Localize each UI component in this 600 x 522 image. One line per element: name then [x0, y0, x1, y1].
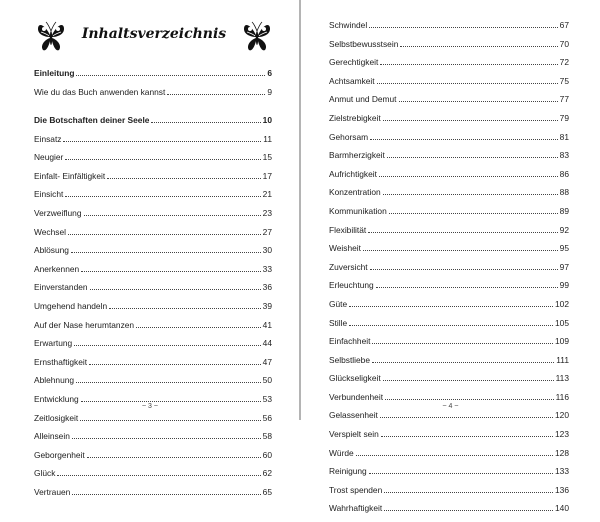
dot-leader — [385, 399, 554, 400]
dot-leader — [136, 327, 261, 328]
toc-entry — [34, 68, 272, 78]
dot-leader — [57, 475, 260, 476]
toc-entry-page: 128 — [555, 447, 569, 458]
toc-entry-label: Einsicht — [34, 189, 64, 200]
toc-entry-label: Einleitung — [34, 68, 75, 78]
toc-entry — [329, 187, 569, 197]
toc-entry-label: Güte — [329, 298, 348, 309]
toc-entry-page: 111 — [556, 354, 569, 365]
toc-entry — [329, 410, 569, 420]
dot-leader — [399, 101, 558, 102]
dot-leader — [84, 215, 261, 216]
toc-entry — [329, 503, 569, 513]
toc-entry-page: 75 — [559, 75, 569, 86]
toc-entry-label: Kommunikation — [329, 205, 387, 216]
dot-leader — [384, 510, 553, 511]
toc-entry — [34, 152, 272, 162]
toc-entry-page: 70 — [559, 38, 569, 49]
toc-entry-page: 88 — [559, 187, 569, 198]
dot-leader — [72, 438, 261, 439]
toc-entry-label: Ablehnung — [34, 375, 75, 386]
toc-entry — [34, 208, 272, 218]
toc-entry — [34, 115, 272, 125]
toc-entry-page: 27 — [262, 226, 272, 237]
toc-entry-label: Flexibilität — [329, 224, 367, 235]
toc-entry-page: 60 — [262, 449, 272, 460]
dot-leader — [109, 308, 261, 309]
toc-entry — [329, 39, 569, 49]
toc-entry-page: 120 — [555, 410, 569, 421]
toc-entry-label: Zuversicht — [329, 261, 368, 272]
toc-entry-label: Glück — [34, 468, 56, 479]
toc-entry-page: 102 — [555, 298, 569, 309]
toc-entry — [329, 225, 569, 235]
title-row — [36, 18, 272, 58]
dot-leader — [379, 176, 558, 177]
toc-entry-label: Achtsamkeit — [329, 75, 375, 86]
toc-entry-page: 136 — [555, 484, 569, 495]
toc-entry-page: 123 — [555, 429, 569, 440]
toc-entry-label: Verzweiflung — [34, 207, 82, 218]
toc-entry-label: Konzentration — [329, 187, 381, 198]
toc-intro — [34, 68, 272, 105]
toc-entry-page: 97 — [559, 261, 569, 272]
toc-entry — [34, 134, 272, 144]
toc-entry-label: Ablösung — [34, 245, 69, 256]
left-page — [0, 0, 300, 497]
toc-entry — [34, 320, 272, 330]
toc-entry-label: Geborgenheit — [34, 449, 85, 460]
toc-entry-page: 65 — [262, 486, 272, 497]
butterfly-icon — [242, 20, 272, 54]
dot-leader — [167, 94, 265, 95]
toc-entry-label: Die Botschaften deiner Seele — [34, 115, 150, 125]
toc-entry-label: Würde — [329, 447, 354, 458]
toc-entry-page: 92 — [559, 224, 569, 235]
toc-entry-page: 72 — [559, 57, 569, 68]
toc-entry-label: Gelassenheit — [329, 410, 378, 421]
toc-entry-label: Alleinsein — [34, 431, 70, 442]
toc-entry-label: Stille — [329, 317, 348, 328]
toc-entry — [34, 227, 272, 237]
dot-leader — [381, 436, 553, 437]
toc-entry — [329, 94, 569, 104]
dot-leader — [377, 83, 558, 84]
toc-entry-page: 99 — [559, 280, 569, 291]
dot-leader — [384, 492, 553, 493]
toc-entry-page: 140 — [555, 503, 569, 514]
toc-entry-page: 67 — [559, 20, 569, 30]
toc-entry-label: Entwicklung — [34, 393, 79, 404]
butterfly-icon — [36, 20, 66, 54]
toc-entry-label: Barmherzigkeit — [329, 150, 385, 161]
right-page — [301, 0, 600, 514]
toc-entry-page: 113 — [555, 373, 569, 384]
dot-leader — [107, 178, 260, 179]
toc-entry-label: Neugier — [34, 152, 64, 163]
dot-leader — [72, 494, 260, 495]
dot-leader — [356, 455, 553, 456]
toc-entry-page: 47 — [262, 356, 272, 367]
dot-leader — [71, 252, 261, 253]
toc-entry — [329, 150, 569, 160]
toc-entry — [34, 450, 272, 460]
toc-entry — [329, 262, 569, 272]
dot-leader — [363, 250, 558, 251]
toc-entry — [34, 357, 272, 367]
toc-entry-label: Wechsel — [34, 226, 66, 237]
toc-entry-label: Wie du das Buch anwenden kannst — [34, 86, 166, 97]
toc-entry — [34, 189, 272, 199]
dot-leader — [81, 271, 261, 272]
toc-entry-label: Reinigung — [329, 466, 367, 477]
toc-entry — [329, 76, 569, 86]
dot-leader — [65, 159, 260, 160]
toc-entry-page: 11 — [263, 133, 272, 144]
toc-entry-page: 50 — [262, 375, 272, 386]
toc-entry — [34, 245, 272, 255]
toc-entry — [329, 299, 569, 309]
toc-entry-page: 9 — [267, 86, 272, 97]
toc-entry-label: Glückseligkeit — [329, 373, 381, 384]
toc-entry-page: 44 — [262, 338, 272, 349]
dot-leader — [349, 325, 553, 326]
dot-leader — [376, 287, 558, 288]
toc-entry-label: Trost spenden — [329, 484, 383, 495]
toc-entry-page: 10 — [262, 115, 272, 125]
toc-entry-page: 15 — [262, 152, 272, 163]
toc-entry-page: 39 — [262, 300, 272, 311]
toc-entry-page: 17 — [262, 170, 272, 181]
toc-entry-page: 6 — [267, 68, 272, 78]
toc-entry-page: 109 — [555, 336, 569, 347]
toc-entry-page: 33 — [262, 263, 272, 274]
toc-entry — [329, 206, 569, 216]
page-number: ~ 3 ~ — [142, 403, 158, 410]
toc-entry — [329, 318, 569, 328]
toc-entry-label: Verspielt sein — [329, 429, 379, 440]
toc-entry — [34, 282, 272, 292]
toc-entry-page: 58 — [262, 431, 272, 442]
dot-leader — [76, 382, 261, 383]
toc-entry — [34, 375, 272, 385]
dot-leader — [369, 473, 553, 474]
dot-leader — [383, 194, 558, 195]
toc-entry — [329, 466, 569, 476]
toc-entry — [34, 264, 272, 274]
toc-entry-page: 36 — [262, 282, 272, 293]
toc-entry-page: 23 — [262, 207, 272, 218]
dot-leader — [400, 46, 557, 47]
toc-entry — [34, 338, 272, 348]
toc-entry-page: 56 — [262, 412, 272, 423]
toc-entry-label: Schwindel — [329, 20, 368, 30]
toc-entry-page: 62 — [262, 468, 272, 479]
toc-entry-label: Weisheit — [329, 243, 361, 254]
dot-leader — [349, 306, 553, 307]
page-number: ~ 4 ~ — [442, 403, 459, 410]
toc-entry-page: 81 — [559, 131, 569, 142]
toc-entry-label: Anmut und Demut — [329, 94, 397, 105]
toc-entry — [329, 280, 569, 290]
toc-entry-label: Zielstrebigkeit — [329, 112, 381, 123]
dot-leader — [63, 141, 261, 142]
toc-entry — [329, 132, 569, 142]
dot-leader — [380, 417, 553, 418]
toc-entry-label: Selbstliebe — [329, 354, 370, 365]
dot-leader — [387, 157, 558, 158]
dot-leader — [372, 343, 553, 344]
toc-entry — [329, 169, 569, 179]
toc-entry — [329, 485, 569, 495]
toc-entry — [34, 87, 272, 97]
dot-leader — [369, 27, 557, 28]
dot-leader — [383, 120, 558, 121]
toc-entry-label: Selbstbewusstsein — [329, 38, 399, 49]
toc-entry-label: Erleuchtung — [329, 280, 374, 291]
toc-entry — [329, 113, 569, 123]
toc-entry-label: Gehorsam — [329, 131, 369, 142]
toc-entry — [329, 392, 569, 402]
dot-leader — [383, 380, 554, 381]
toc-continued — [329, 20, 569, 522]
toc-entry — [329, 336, 569, 346]
toc-entry — [34, 431, 272, 441]
toc-entry-label: Aufrichtigkeit — [329, 168, 377, 179]
toc-entry — [329, 20, 569, 30]
toc-entry — [34, 171, 272, 181]
dot-leader — [389, 213, 558, 214]
toc-entry-page: 77 — [559, 94, 569, 105]
toc-entry — [329, 448, 569, 458]
toc-entry-label: Einverstanden — [34, 282, 88, 293]
toc-entry — [329, 373, 569, 383]
toc-entry — [329, 57, 569, 67]
toc-entry-label: Umgehend handeln — [34, 300, 108, 311]
toc-entry-page: 105 — [555, 317, 569, 328]
toc-entry-page: 133 — [555, 466, 569, 477]
toc-entry — [329, 429, 569, 439]
toc-entry-page: 116 — [555, 391, 569, 402]
toc-entry-page: 95 — [559, 243, 569, 254]
toc-entry-label: Verbundenheit — [329, 391, 384, 402]
toc-entry-page: 53 — [262, 393, 272, 404]
dot-leader — [74, 345, 261, 346]
dot-leader — [68, 234, 261, 235]
dot-leader — [76, 75, 265, 76]
toc-entry-page: 89 — [559, 205, 569, 216]
toc-entry-label: Zeitlosigkeit — [34, 412, 79, 423]
dot-leader — [90, 289, 261, 290]
toc-entry — [329, 355, 569, 365]
toc-entry-label: Anerkennen — [34, 263, 80, 274]
dot-leader — [65, 196, 260, 197]
toc-entry-page: 83 — [559, 150, 569, 161]
toc-entry-page: 30 — [262, 245, 272, 256]
toc-entry — [329, 243, 569, 253]
toc-entry-label: Ernsthaftigkeit — [34, 356, 88, 367]
dot-leader — [370, 269, 558, 270]
toc-entry-label: Einfachheit — [329, 336, 371, 347]
toc-entry-page: 79 — [559, 112, 569, 123]
dot-leader — [89, 364, 261, 365]
toc-entry — [34, 301, 272, 311]
page-title: Inhaltsverzeichnis — [81, 26, 227, 42]
toc-entry-label: Erwartung — [34, 338, 73, 349]
toc-entry-label: Vertrauen — [34, 486, 71, 497]
dot-leader — [368, 232, 557, 233]
toc-section — [34, 115, 272, 505]
toc-entry-page: 86 — [559, 168, 569, 179]
toc-entry-label: Wahrhaftigkeit — [329, 503, 383, 514]
dot-leader — [372, 362, 554, 363]
toc-entry-label: Auf der Nase herumtanzen — [34, 319, 135, 330]
dot-leader — [81, 401, 261, 402]
toc-entry-page: 41 — [262, 319, 272, 330]
dot-leader — [151, 122, 260, 123]
toc-entry — [34, 413, 272, 423]
dot-leader — [370, 139, 558, 140]
toc-entry — [34, 468, 272, 478]
toc-entry-label: Einsatz — [34, 133, 62, 144]
dot-leader — [87, 457, 261, 458]
toc-entry — [34, 487, 272, 497]
toc-entry-label: Gerechtigkeit — [329, 57, 379, 68]
toc-entry-page: 21 — [262, 189, 272, 200]
toc-entry-label: Einfalt- Einfältigkeit — [34, 170, 106, 181]
dot-leader — [380, 64, 557, 65]
